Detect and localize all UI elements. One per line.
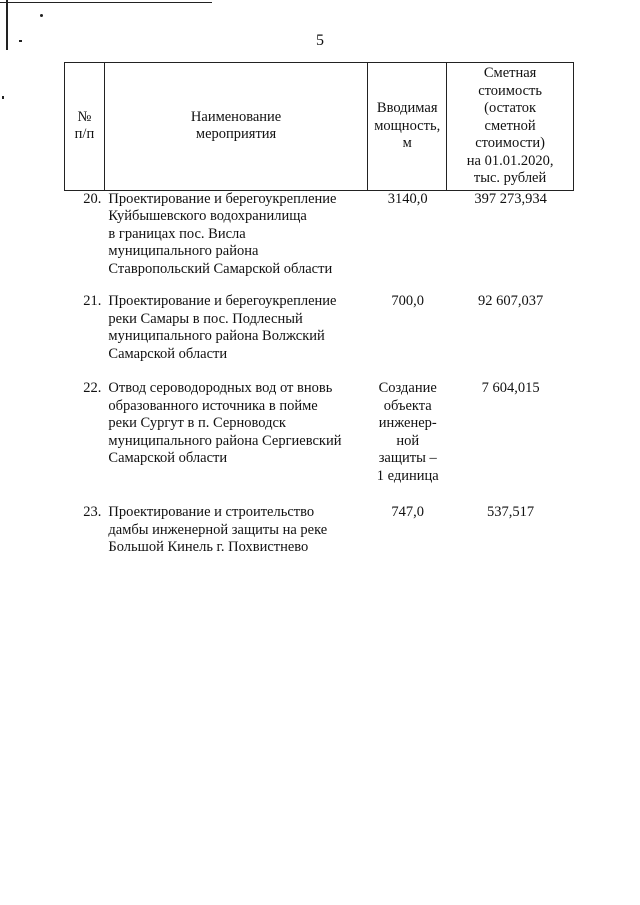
measures-table	[64, 62, 574, 557]
row-capacity: 747,0	[391, 504, 425, 520]
row-capacity: 3140,0	[387, 190, 428, 207]
header-num: № п/п	[65, 63, 105, 191]
table-row	[65, 504, 574, 557]
row-num: 20.	[83, 190, 102, 207]
row-cost: 7 604,015	[481, 380, 540, 396]
row-name: Проектирование и строительство дамбы инженерной защиты на реке Большой Кинель г. Похвистнево	[108, 504, 328, 555]
row-cost: 397 273,934	[474, 190, 547, 207]
table-row	[65, 293, 574, 380]
row-num: 22.	[83, 380, 102, 396]
row-num: 21.	[83, 293, 102, 309]
scan-mark-top-line	[0, 2, 212, 3]
row-capacity: Создание объекта инженер- ной защиты – 1 единица	[376, 380, 439, 484]
header-capacity: Вводимая мощность, м	[368, 63, 447, 191]
row-cost: 92 607,037	[477, 293, 544, 309]
row-num: 23.	[83, 504, 102, 520]
table-row	[65, 190, 574, 293]
scan-mark-dot	[2, 96, 4, 99]
row-name: Отвод сероводородных вод от вновь образованного источника в пойме реки Сургут в п. Серноводск муниципального района Сергиевский Самарской области	[108, 380, 342, 466]
table-header-row	[65, 63, 574, 191]
header-cost: Сметная стоимость (остаток сметной стоимости) на 01.01.2020, тыс. рублей	[447, 63, 574, 191]
scan-mark-dot	[40, 14, 43, 17]
row-cost: 537,517	[487, 504, 535, 520]
row-capacity: 700,0	[391, 293, 425, 309]
page-number: 5	[316, 32, 324, 49]
row-name: Проектирование и берегоукрепление Куйбышевского водохранилища в границах пос. Висла муниципального района Ставропольский Самарской области	[108, 190, 337, 277]
table-row	[65, 380, 574, 504]
row-name: Проектирование и берегоукрепление реки Самары в пос. Подлесный муниципального района Волжский Самарской области	[108, 293, 337, 362]
header-name: Наименование мероприятия	[104, 63, 367, 191]
